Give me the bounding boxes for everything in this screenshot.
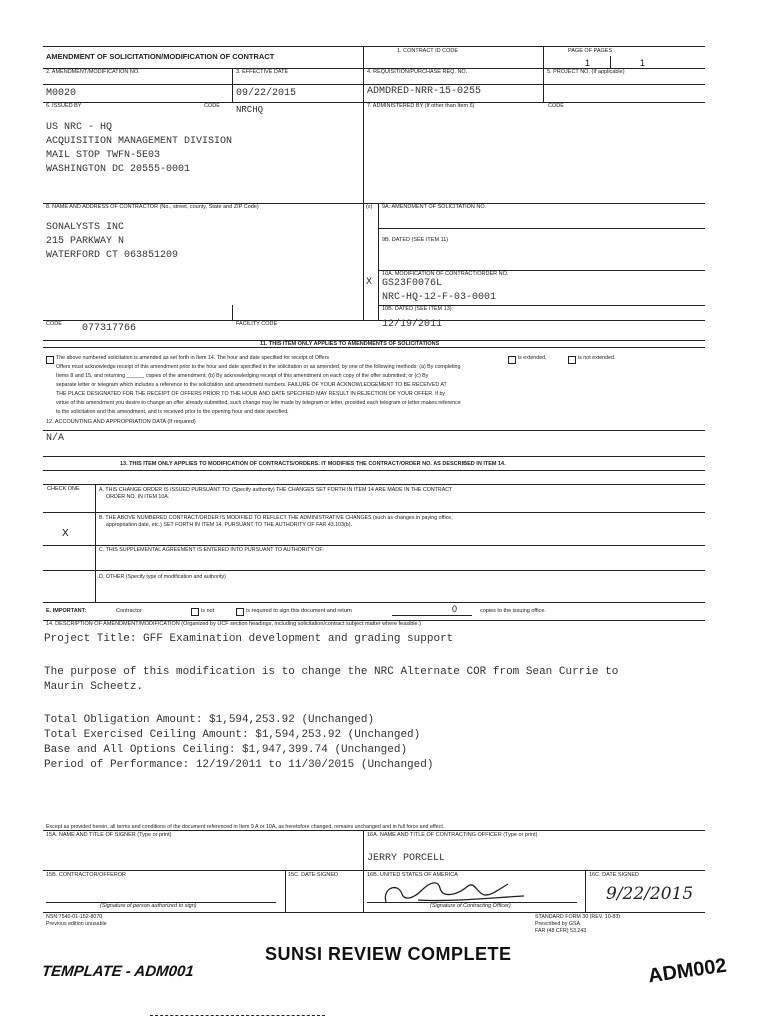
description-line-8: Base and All Options Ceiling: $1,947,399.74 (Unchanged) (44, 744, 408, 756)
col-line (363, 830, 364, 912)
contractor-line-3: WATERFORD CT 063851209 (46, 250, 179, 261)
description-line-1: Project Title: GFF Examination development and grading support (44, 633, 454, 645)
item10-mark: X (366, 276, 373, 286)
description-line-3: The purpose of this modification is to change the NRC Alternate COR from Sean Currie to (44, 666, 619, 678)
row-line (43, 512, 705, 513)
col-line (285, 870, 286, 912)
item2-label: 2. AMENDMENT/MODIFICATION NO. (46, 69, 140, 75)
item15c-label: 15C. DATE SIGNED (288, 872, 339, 878)
col-line (363, 46, 364, 320)
item11-checkbox[interactable] (46, 356, 54, 364)
item16b-label: 16B. UNITED STATES OF AMERICA (367, 872, 458, 878)
page-of-pages-label: PAGE OF PAGES (568, 48, 613, 54)
description-line-7: Total Exercised Ceiling Amount: $1,594,253.92 (Unchanged) (44, 729, 421, 741)
item16a-label: 16A. NAME AND TITLE OF CONTRACTING OFFICER (Type or print) (367, 832, 538, 838)
col-line (232, 68, 233, 102)
not-extended-checkbox[interactable] (568, 356, 576, 364)
item7-label: 7. ADMINISTERED BY (If other than Item 6) (367, 103, 475, 109)
modification-order-line-1: GS23F0076L (382, 278, 443, 289)
contracting-officer-date: 9/22/2015 (606, 884, 694, 904)
nsn: NSN 7540-01-152-8070 (46, 914, 103, 920)
issued-by-line-2: ACQUISITION MANAGEMENT DIVISION (46, 136, 233, 147)
prescribed-by: Prescribed by GSA (535, 921, 581, 927)
description-line-6: Total Obligation Amount: $1,594,253.92 (Unchanged) (44, 714, 375, 726)
item13b-line-1: B. THE ABOVE NUMBERED CONTRACT/ORDER IS MODIFIED TO REFLECT THE ADMINISTRATIVE CHANGES (such as changes in paying office, (99, 515, 453, 521)
modification-order-line-2: NRC-HQ-12-F-03-0001 (382, 292, 497, 303)
item15b-label: 15B. CONTRACTOR/OFFEROR (46, 872, 126, 878)
requisition-number: ADMDRED-NRR-15-0255 (367, 86, 482, 97)
bottom-border (43, 912, 705, 913)
item6-code: NRCHQ (236, 105, 264, 115)
item5-label: 5. PROJECT NO. (If applicable) (547, 69, 625, 75)
item15a-label: 15A. NAME AND TITLE OF SIGNER (Type or print) (46, 832, 172, 838)
facility-code-label: FACILITY CODE (236, 321, 278, 327)
item10b-date: 12/19/2011 (382, 319, 443, 330)
not-extended-label: is not extended. (578, 355, 616, 361)
page-divider (610, 56, 611, 68)
item9b-label: 9B. DATED (SEE ITEM 11) (382, 237, 449, 243)
item15b-signature-label: (Signature of person authorized to sign) (100, 903, 197, 909)
issued-by-line-1: US NRC - HQ (46, 122, 113, 133)
far-reference: FAR (48 CFR) 53.243 (535, 928, 587, 934)
item16c-label: 16C. DATE SIGNED (589, 872, 640, 878)
form-title: AMENDMENT OF SOLICITATION/MODIFICATION OF CONTRACT (46, 52, 275, 61)
item11-text-4: separate letter or telegram which includes a reference to the solicitation and amendment numbers. FAILURE OF YOUR ACKNOWLEDGEMENT TO BE RECEIVED AT (56, 382, 447, 388)
effective-date: 09/22/2015 (236, 88, 297, 99)
item13c: C. THIS SUPPLEMENTAL AGREEMENT IS ENTERED INTO PURSUANT TO AUTHORITY OF: (99, 547, 325, 553)
item16b-signature-label: (Signature of Contracting Officer) (430, 903, 511, 909)
copies-count: 0 (452, 604, 458, 614)
issued-by-line-4: WASHINGTON DC 20555-0001 (46, 164, 191, 175)
item10a-label: 10A. MODIFICATION OF CONTRACT/ORDER NO. (382, 271, 509, 277)
item11-text-7: to the solicitation and this amendment, and is received prior to the opening hour and date specified. (56, 409, 289, 415)
row-line (43, 545, 705, 546)
description-line-4: Maurin Scheetz. (44, 681, 144, 693)
item11-text-3: Items 8 and 15, and returning ______ copies of the amendment; (b) By acknowledging receipt of this amendment on each copy of the offer submitted; or (c) By (56, 373, 429, 379)
item10b-label: 10B. DATED (SEE ITEM 13) (382, 306, 452, 312)
copies-label: copies to the issuing office. (480, 608, 546, 614)
item13a-line-1: A. THIS CHANGE ORDER IS ISSUED PURSUANT TO: (Specify authority) THE CHANGES SET FORTH IN ITEM 14 ARE MADE IN THE CONTRACT (99, 487, 453, 493)
is-required-checkbox[interactable] (236, 608, 244, 616)
item13b-line-2: appropriation date, etc.) SET FORTH IN ITEM 14, PURSUANT TO THE AUTHORITY OF FAR 43.103(b). (106, 522, 352, 528)
contractor-label: Contractor (116, 608, 142, 614)
row-line (43, 602, 705, 603)
row-line (43, 456, 705, 457)
template-stamp: TEMPLATE - ADM001 (41, 963, 195, 980)
amendment-number: M0020 (46, 88, 77, 99)
page-total: 1 (640, 58, 646, 68)
item8-label: 8. NAME AND ADDRESS OF CONTRACTOR (No., street, county, State and ZIP Code) (46, 204, 259, 210)
is-not-checkbox[interactable] (191, 608, 199, 616)
contractor-line-2: 215 PARKWAY N (46, 236, 125, 247)
col-line (585, 870, 586, 912)
row-line (43, 84, 705, 85)
is-required-label: is required to sign this document and return (246, 608, 352, 614)
contracting-officer-name: JERRY PORCELL (367, 853, 446, 864)
item14-label: 14. DESCRIPTION OF AMENDMENT/MODIFICATION (Organized by UCF section headings, including solicitation/contract subject matter where feasible.) (46, 621, 421, 627)
item12-label: 12. ACCOUNTING AND APPROPRIATION DATA (If required) (46, 419, 196, 425)
col-line (378, 203, 379, 320)
page-number: 1 (585, 58, 591, 68)
row-line (43, 484, 705, 485)
col-line (543, 46, 544, 102)
item11-text-2: Offers must acknowledge receipt of this amendment prior to the hour and date specified in the solicitation or as amended, by one of the following methods: (a) By completing (56, 364, 461, 370)
contract-id-code-label: 1. CONTRACT ID CODE (397, 48, 459, 54)
item11-heading: 11. THIS ITEM ONLY APPLIES TO AMENDMENTS OF SOLICITATIONS (260, 341, 440, 347)
footer-line (150, 1015, 325, 1016)
item4-label: 4. REQUISITION/PURCHASE REQ. NO. (367, 69, 468, 75)
row-line (43, 570, 705, 571)
adm-stamp: ADM002 (646, 954, 728, 988)
col-line (232, 305, 233, 320)
extended-label: is extended, (518, 355, 547, 361)
issued-by-line-3: MAIL STOP TWFN-5E03 (46, 150, 161, 161)
item3-label: 3. EFFECTIVE DATE (236, 69, 289, 75)
item13d: D. OTHER (Specify type of modification and authority) (99, 574, 226, 580)
item7-code-label: CODE (548, 103, 564, 109)
accounting-data: N/A (46, 433, 65, 444)
contractor-line-1: SONALYSTS INC (46, 222, 125, 233)
row-line (43, 470, 705, 471)
item6-label: 6. ISSUED BY (46, 103, 82, 109)
except-text: Except as provided herein, all terms and conditions of the document referenced in Item 9 A or 10A, as heretofore changed, remains unchanged and in full force and effect. (46, 824, 445, 830)
standard-form: STANDARD FORM 30 (REV. 10-83) (535, 914, 621, 920)
previous-edition: Previous edition unusable (46, 921, 107, 927)
item13-heading: 13. THIS ITEM ONLY APPLIES TO MODIFICATION OF CONTRACTS/ORDERS. IT MODIFIES THE CONTRACT/ORDER NO. AS DESCRIBED IN ITEM 14. (120, 461, 506, 467)
top-border (43, 46, 705, 47)
row-line (378, 228, 705, 229)
row-line (43, 870, 705, 871)
item13a-line-2: ORDER NO. IN ITEM 10A. (106, 494, 170, 500)
contractor-code-label: CODE (46, 321, 62, 327)
description-line-9: Period of Performance: 12/19/2011 to 11/30/2015 (Unchanged) (44, 759, 434, 771)
important-label: E. IMPORTANT: (46, 608, 87, 614)
col-line (95, 484, 96, 602)
extended-checkbox[interactable] (508, 356, 516, 364)
is-not-label: is not (201, 608, 215, 614)
item6-code-label: CODE (204, 103, 220, 109)
row-line (43, 320, 705, 321)
row-line (43, 430, 705, 431)
item13b-check-mark: X (62, 528, 69, 539)
item9a-label: 9A. AMENDMENT OF SOLICITATION NO. (382, 204, 487, 210)
item11-text-6: virtue of this amendment you desire to change an offer already submitted, such change may be made by telegram or letter, provided each telegram or letter makes reference (56, 400, 461, 406)
sunsi-review-stamp: SUNSI REVIEW COMPLETE (265, 944, 512, 964)
contractor-code: 077317766 (82, 323, 137, 334)
item11-text-5: THE PLACE DESIGNATED FOR THE RECEIPT OF OFFERS PRIOR TO THE HOUR AND DATE SPECIFIED MAY RESULT IN REJECTION OF YOUR OFFER. If by (56, 391, 446, 397)
item11-text-1: The above numbered solicitation is amended as set forth in Item 14. The hour and date specified for receipt of Offers (56, 355, 330, 361)
check-one-label: CHECK ONE (47, 486, 80, 492)
